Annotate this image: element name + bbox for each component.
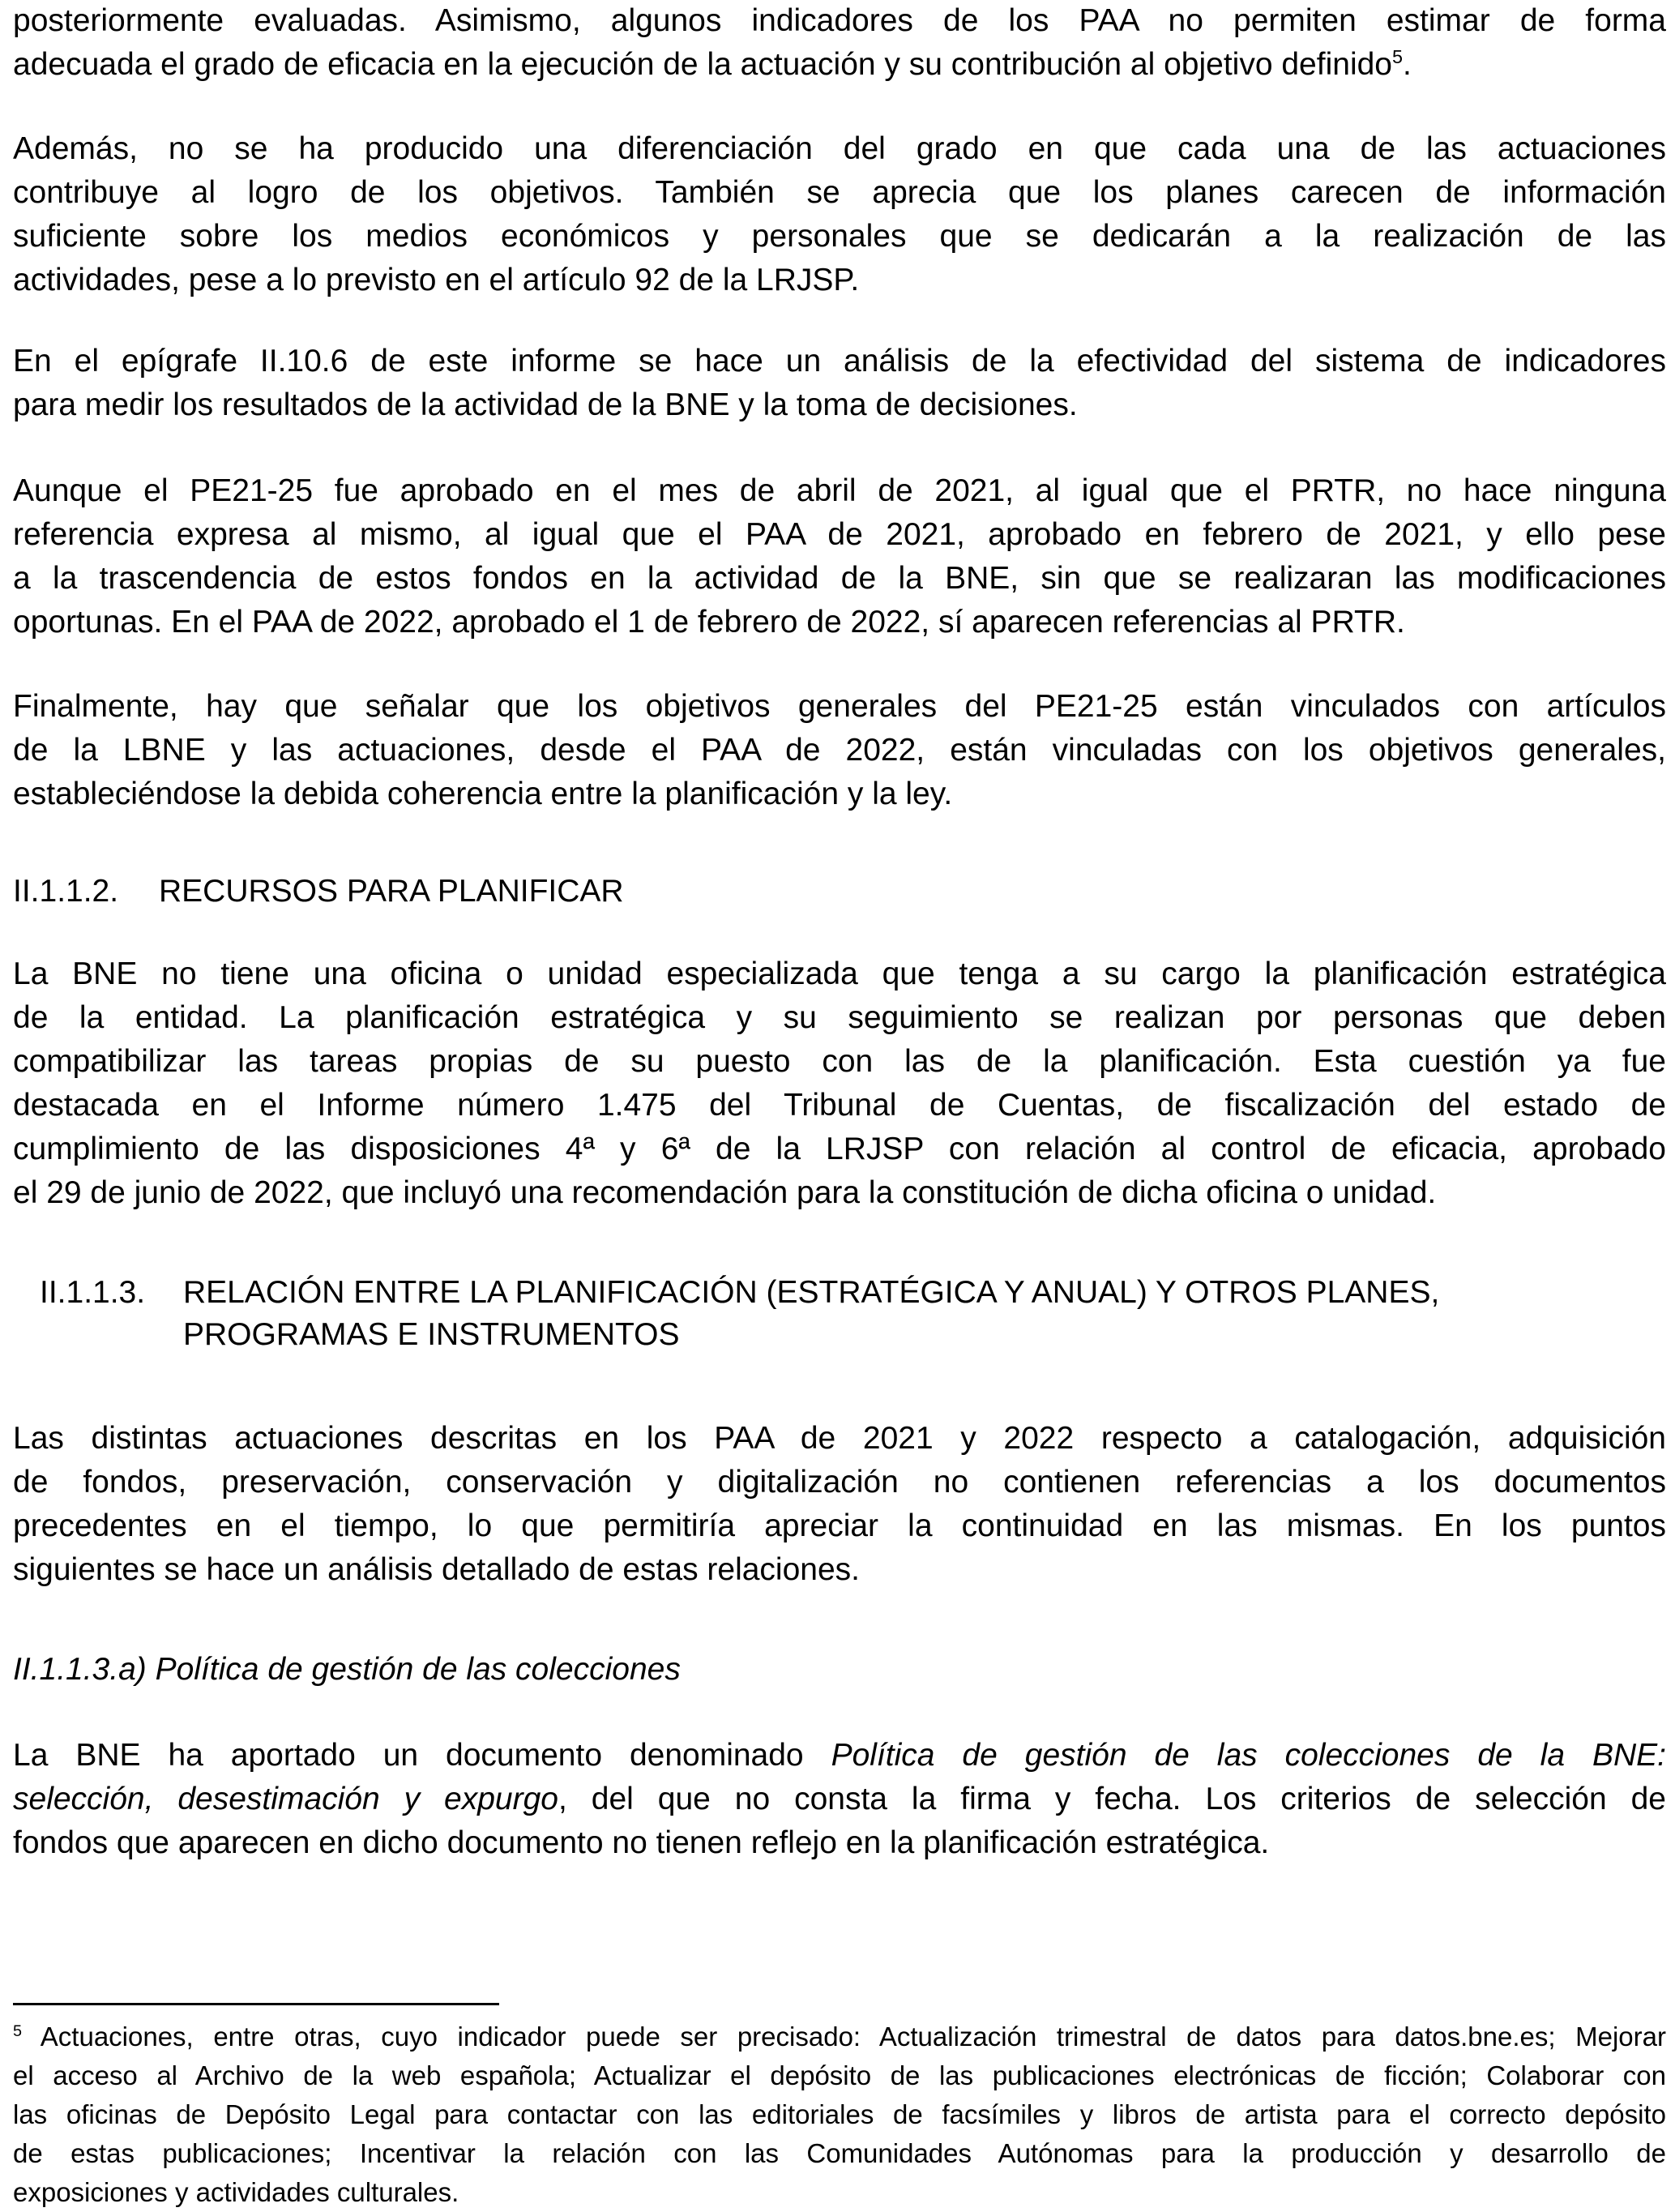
italic-text: selección, desestimación y expurgo (13, 1782, 558, 1816)
text-line: las oficinas de Depósito Legal para contactar con las editoriales de facsímiles y libros de artista para el correcto depósito (13, 2099, 1666, 2129)
text-line: actividades, pese a lo previsto en el artículo 92 de la LRJSP. (13, 263, 860, 297)
text-line: La BNE no tiene una oficina o unidad especializada que tenga a su cargo la planificación estratégica (13, 956, 1666, 991)
text-line: oportunas. En el PAA de 2022, aprobado el 1 de febrero de 2022, sí aparecen referencias al PRTR. (13, 605, 1405, 640)
text-line: de la entidad. La planificación estratégica y su seguimiento se realizan por personas que deben (13, 1000, 1666, 1035)
text-line (13, 1778, 1666, 1821)
text-line: el acceso al Archivo de la web española; Actualizar el depósito de las publicaciones electrónicas de ficción; Colaborar con (13, 2060, 1666, 2090)
text-line: Las distintas actuaciones descritas en los PAA de 2021 y 2022 respecto a catalogación, adquisición (13, 1421, 1666, 1456)
text-segment: . (1403, 47, 1412, 82)
section-title-recursos: RECURSOS PARA PLANIFICAR (159, 874, 624, 909)
paragraph-pe21-25-prtr (13, 469, 1666, 644)
section-number-ii112: II.1.1.2. (13, 874, 119, 909)
paragraph-actuaciones (13, 1417, 1666, 1592)
paragraph-epigraph-reference (13, 340, 1666, 427)
text-line: Aunque el PE21-25 fue aprobado en el mes de abril de 2021, al igual que el PRTR, no hace ninguna (13, 473, 1666, 508)
footnote-separator (13, 2003, 499, 2005)
text-line: a la trascendencia de estos fondos en la actividad de la BNE, sin que se realizaran las modificaciones (13, 561, 1666, 596)
text-line: para medir los resultados de la actividad de la BNE y la toma de decisiones. (13, 387, 1078, 422)
italic-text: Política de gestión de las colecciones de la BNE: (831, 1738, 1666, 1773)
text-segment: adecuada el grado de eficacia en la ejecución de la actuación y su contribución al objetivo definido (13, 47, 1392, 82)
paragraph-politica-gestion (13, 1734, 1666, 1865)
paragraph-indicators (13, 0, 1666, 87)
text-segment: La BNE ha aportado un documento denominado (13, 1738, 831, 1773)
section-title-relacion-line2: PROGRAMAS E INSTRUMENTOS (183, 1317, 680, 1352)
text-line: suficiente sobre los medios económicos y personales que se dedicarán a la realización de las (13, 219, 1666, 254)
text-line: exposiciones y actividades culturales. (13, 2177, 459, 2207)
footnote-marker: 5 (13, 2022, 23, 2040)
text-line: compatibilizar las tareas propias de su puesto con las de la planificación. Esta cuestión ya fue (13, 1044, 1666, 1079)
text-line: fondos que aparecen en dicho documento no tienen reflejo en la planificación estratégica. (13, 1825, 1270, 1860)
text-line: En el epígrafe II.10.6 de este informe se hace un análisis de la efectividad del sistema de indicadores (13, 344, 1666, 379)
text-line: referencia expresa al mismo, al igual que el PAA de 2021, aprobado en febrero de 2021, y ello pese (13, 517, 1666, 552)
text-line: de fondos, preservación, conservación y digitalización no contienen referencias a los documentos (13, 1465, 1666, 1500)
text-line: posteriormente evaluadas. Asimismo, algunos indicadores de los PAA no permiten estimar de forma (13, 3, 1666, 38)
text-line: de estas publicaciones; Incentivar la relación con las Comunidades Autónomas para la producción y desarrollo de (13, 2138, 1666, 2168)
paragraph-planning-office (13, 952, 1666, 1215)
text-line: precedentes en el tiempo, lo que permitiría apreciar la continuidad en las mismas. En los puntos (13, 1508, 1666, 1543)
text-line: estableciéndose la debida coherencia entre la planificación y la ley. (13, 777, 953, 811)
text-line: Además, no se ha producido una diferenciación del grado en que cada una de las actuaciones (13, 131, 1666, 166)
section-title-relacion-line1: RELACIÓN ENTRE LA PLANIFICACIÓN (ESTRATÉGICA Y ANUAL) Y OTROS PLANES, (183, 1275, 1440, 1310)
text-line: contribuye al logro de los objetivos. También se aprecia que los planes carecen de información (13, 175, 1666, 210)
subsection-title-politica: II.1.1.3.a) Política de gestión de las colecciones (13, 1652, 681, 1687)
text-line: destacada en el Informe número 1.475 del Tribunal de Cuentas, de fiscalización del estado de (13, 1088, 1666, 1123)
text-line: el 29 de junio de 2022, que incluyó una recomendación para la constitución de dicha oficina o unidad. (13, 1175, 1437, 1210)
section-number-ii113: II.1.1.3. (40, 1275, 146, 1310)
text-line (13, 2017, 1666, 2056)
text-line (13, 1734, 1666, 1778)
text-line (13, 43, 1666, 87)
footnote-5 (13, 2017, 1666, 2212)
text-line: cumplimiento de las disposiciones 4ª y 6ª de la LRJSP con relación al control de eficacia, aprobado (13, 1132, 1666, 1166)
text-line: Finalmente, hay que señalar que los objetivos generales del PE21-25 están vinculados con artículos (13, 689, 1666, 724)
text-segment: , del que no consta la firma y fecha. Los criterios de selección de (558, 1782, 1666, 1816)
footnote-marker: 5 (1391, 46, 1403, 67)
text-segment: Actuaciones, entre otras, cuyo indicador puede ser precisado: Actualización trimestral de datos para datos.bne.es; Mejorar (22, 2022, 1666, 2052)
text-line: de la LBNE y las actuaciones, desde el PAA de 2022, están vinculadas con los objetivos generales, (13, 733, 1666, 768)
paragraph-differentiation (13, 127, 1666, 302)
text-line: siguientes se hace un análisis detallado de estas relaciones. (13, 1552, 861, 1587)
paragraph-objectives-linkage (13, 685, 1666, 816)
